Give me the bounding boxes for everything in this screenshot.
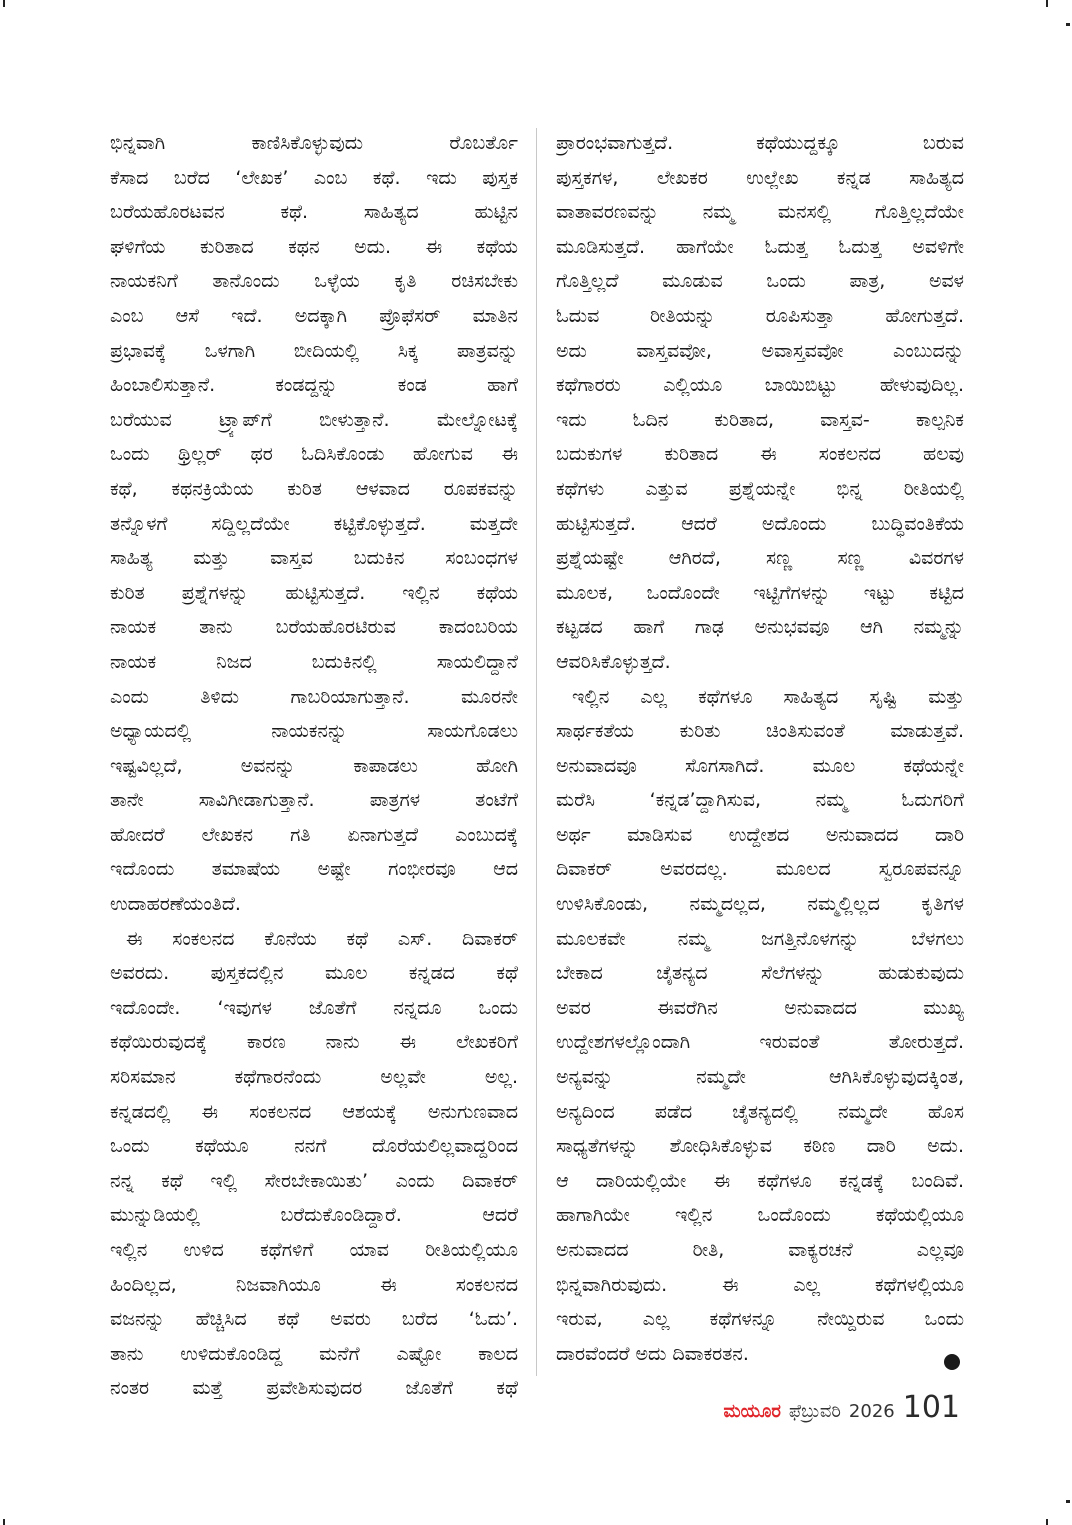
text-line: ಇದೊಂದೇ. ‘ಇವುಗಳ ಜೊತೆಗೆ ನನ್ನದೂ ಒಂದು xyxy=(110,996,518,1019)
text-line: ಕಟ್ಟಡದ ಹಾಗೆ ಗಾಢ ಅನುಭವವೂ ಆಗಿ ನಮ್ಮನ್ನು xyxy=(556,616,964,639)
text-line: ನಾಯಕನಿಗೆ ತಾನೊಂದು ಒಳ್ಳೆಯ ಕೃತಿ ರಚಿಸಬೇಕು xyxy=(110,270,518,293)
text-line: ಇದು ಓದಿನ ಕುರಿತಾದ, ವಾಸ್ತವ- ಕಾಲ್ಪನಿಕ xyxy=(556,408,964,431)
text-line: ಬರೆಯಹೊರಟವನ ಕಥೆ. ಸಾಹಿತ್ಯದ ಹುಟ್ಟಿನ xyxy=(110,201,518,224)
text-line: ಎಂಬ ಆಸೆ ಇದೆ. ಅದಕ್ಕಾಗಿ ಪ್ರೊಫೆಸರ್ ಮಾತಿನ xyxy=(110,304,518,327)
text-line: ಬೇಕಾದ ಚೈತನ್ಯದ ಸೆಲೆಗಳನ್ನು ಹುಡುಕುವುದು xyxy=(556,962,964,985)
text-line: ಭಿನ್ನವಾಗಿ ಕಾಣಿಸಿಕೊಳ್ಳುವುದು ರೊಬರ್ತೊ xyxy=(110,132,518,154)
crop-mark-top-left xyxy=(3,0,5,7)
text-line: ಬದುಕುಗಳ ಕುರಿತಾದ ಈ ಸಂಕಲನದ ಹಲವು xyxy=(556,443,964,466)
text-line: ಉಳಿಸಿಕೊಂಡು, ನಮ್ಮದಲ್ಲದ, ನಮ್ಮಲ್ಲಿಲ್ಲದ ಕೃತಿಗಳ xyxy=(556,893,964,916)
text-line: ಉದ್ದೇಶಗಳಲ್ಲೊಂದಾಗಿ ಇರುವಂತೆ ತೋರುತ್ತದೆ. xyxy=(556,1031,964,1054)
text-line: ಅಧ್ಯಾಯದಲ್ಲಿ ನಾಯಕನನ್ನು ಸಾಯಗೊಡಲು xyxy=(110,720,518,743)
text-line: ಪ್ರಶ್ನೆಯಷ್ಟೇ ಆಗಿರದೆ, ಸಣ್ಣ ಸಣ್ಣ ವಿವರಗಳ xyxy=(556,547,964,570)
text-line: ಕನ್ನಡದಲ್ಲಿ ಈ ಸಂಕಲನದ ಆಶಯಕ್ಕೆ ಅನುಗುಣವಾದ xyxy=(110,1100,518,1123)
text-line: ಸಾರ್ಥಕತೆಯ ಕುರಿತು ಚಿಂತಿಸುವಂತೆ ಮಾಡುತ್ತವೆ. xyxy=(556,720,964,743)
text-line: ಅವರ ಈವರೆಗಿನ ಅನುವಾದದ ಮುಖ್ಯ xyxy=(556,996,964,1019)
text-line: ಇದೊಂದು ತಮಾಷೆಯ ಅಷ್ಟೇ ಗಂಭೀರವೂ ಆದ xyxy=(110,858,518,881)
issue-year: 2026 xyxy=(848,1401,895,1422)
text-line: ನನ್ನ ಕಥೆ ಇಲ್ಲಿ ಸೇರಬೇಕಾಯಿತು’ ಎಂದು ದಿವಾಕರ್ xyxy=(110,1169,518,1192)
text-line: ಹಾಗಾಗಿಯೇ ಇಲ್ಲಿನ ಒಂದೊಂದು ಕಥೆಯಲ್ಲಿಯೂ xyxy=(556,1204,964,1227)
text-line: ತಾನು ಉಳಿದುಕೊಂಡಿದ್ದ ಮನೆಗೆ ಎಷ್ಟೋ ಕಾಲದ xyxy=(110,1342,518,1365)
text-line: ಅನ್ಯವನ್ನು ನಮ್ಮದೇ ಆಗಿಸಿಕೊಳ್ಳುವುದಕ್ಕಿಂತ, xyxy=(556,1066,964,1089)
text-line: ದಾರವೆಂದರೆ ಅದು ದಿವಾಕರತನ. xyxy=(556,1342,749,1365)
text-line: ಸಾಹಿತ್ಯ ಮತ್ತು ವಾಸ್ತವ ಬದುಕಿನ ಸಂಬಂಧಗಳ xyxy=(110,547,518,570)
text-line: ಇಲ್ಲಿನ ಉಳಿದ ಕಥೆಗಳಿಗೆ ಯಾವ ರೀತಿಯಲ್ಲಿಯೂ xyxy=(110,1239,518,1261)
text-line: ಆವರಿಸಿಕೊಳ್ಳುತ್ತದೆ. xyxy=(556,650,671,673)
text-line: ನಾಯಕ ನಿಜದ ಬದುಕಿನಲ್ಲಿ ಸಾಯಲಿದ್ದಾನೆ xyxy=(110,650,518,673)
crop-mark-right-lower xyxy=(1066,1500,1070,1503)
right-column xyxy=(556,126,964,1371)
text-line: ತನ್ನೊಳಗೆ ಸದ್ದಿಲ್ಲದೆಯೇ ಕಟ್ಟಿಕೊಳ್ಳುತ್ತದೆ. ಮತ್ತದೇ xyxy=(110,512,518,535)
text-line: ಕಥೆಯಿರುವುದಕ್ಕೆ ಕಾರಣ ನಾನು ಈ ಲೇಖಕರಿಗೆ xyxy=(110,1031,518,1054)
text-line: ಇಷ್ಟವಿಲ್ಲದೆ, ಅವನನ್ನು ಕಾಪಾಡಲು ಹೋಗಿ xyxy=(110,754,518,777)
crop-mark-bottom-right xyxy=(1046,1519,1048,1525)
text-line: ಅನ್ಯದಿಂದ ಪಡೆದ ಚೈತನ್ಯದಲ್ಲಿ ನಮ್ಮದೇ ಹೊಸ xyxy=(556,1100,964,1123)
left-column xyxy=(110,126,518,1406)
crop-mark-top-right xyxy=(1046,0,1048,7)
text-line: ಪ್ರಭಾವಕ್ಕೆ ಒಳಗಾಗಿ ಬೀದಿಯಲ್ಲಿ ಸಿಕ್ಕ ಪಾತ್ರವನ್ನು xyxy=(110,339,518,362)
text-line: ಸರಿಸಮಾನ ಕಥೆಗಾರನೆಂದು ಅಲ್ಲವೇ ಅಲ್ಲ. xyxy=(110,1066,518,1089)
text-line: ಮುನ್ನುಡಿಯಲ್ಲಿ ಬರೆದುಕೊಂಡಿದ್ದಾರೆ. ಆದರೆ xyxy=(110,1204,518,1227)
text-line: ಓದುವ ರೀತಿಯನ್ನು ರೂಪಿಸುತ್ತಾ ಹೋಗುತ್ತದೆ. xyxy=(556,304,964,327)
text-line: ಹುಟ್ಟಿಸುತ್ತದೆ. ಆದರೆ ಅದೊಂದು ಬುದ್ಧಿವಂತಿಕೆಯ xyxy=(556,512,964,535)
text-line: ಉದಾಹರಣೆಯಂತಿದೆ. xyxy=(110,893,241,916)
text-line: ವಜನನ್ನು ಹೆಚ್ಚಿಸಿದ ಕಥೆ ಅವರು ಬರೆದ ‘ಓದು’. xyxy=(110,1308,518,1331)
text-line: ಎಂದು ತಿಳಿದು ಗಾಬರಿಯಾಗುತ್ತಾನೆ. ಮೂರನೇ xyxy=(110,685,518,708)
text-line: ಸಾಧ್ಯತೆಗಳನ್ನು ಶೋಧಿಸಿಕೊಳ್ಳುವ ಕಠಿಣ ದಾರಿ ಅದು. xyxy=(556,1135,964,1158)
text-line: ಮೂಲಕವೇ ನಮ್ಮ ಜಗತ್ತಿನೊಳಗನ್ನು ಬೆಳಗಲು xyxy=(556,927,964,950)
text-line: ಹಿಂಬಾಲಿಸುತ್ತಾನೆ. ಕಂಡದ್ದನ್ನು ಕಂಡ ಹಾಗೆ xyxy=(110,374,518,397)
end-of-article-dot-icon xyxy=(944,1354,960,1370)
text-line: ಮೂಡಿಸುತ್ತದೆ. ಹಾಗೆಯೇ ಓದುತ್ತ ಓದುತ್ತ ಅವಳಿಗೇ xyxy=(556,235,964,258)
crop-mark-right-upper xyxy=(1066,23,1070,26)
crop-mark-bottom-left xyxy=(3,1519,5,1525)
column-divider xyxy=(536,128,537,1376)
text-line: ಕೆಸಾದ ಬರೆದ ‘ಲೇಖಕ’ ಎಂಬ ಕಥೆ. ಇದು ಪುಸ್ತಕ xyxy=(110,166,518,189)
text-line: ಇರುವ, ಎಲ್ಲ ಕಥೆಗಳನ್ನೂ ನೇಯ್ದಿರುವ ಒಂದು xyxy=(556,1308,964,1331)
text-line: ಪ್ರಾರಂಭವಾಗುತ್ತದೆ. ಕಥೆಯುದ್ದಕ್ಕೂ ಬರುವ xyxy=(556,132,964,154)
paragraph-start-line: ಇಲ್ಲಿನ ಎಲ್ಲ ಕಥೆಗಳೂ ಸಾಹಿತ್ಯದ ಸೃಷ್ಟಿ ಮತ್ತು xyxy=(572,685,964,708)
text-line: ಹೋದರೆ ಲೇಖಕನ ಗತಿ ಏನಾಗುತ್ತದೆ ಎಂಬುದಕ್ಕೆ xyxy=(110,823,518,846)
text-line: ಬರೆಯುವ ಟ್ರ್ಯಾಪ್‌ಗೆ ಬೀಳುತ್ತಾನೆ. ಮೇಲ್ನೋಟಕ್ಕೆ xyxy=(110,408,518,431)
text-line: ದಿವಾಕರ್ ಅವರದಲ್ಲ. ಮೂಲದ ಸ್ವರೂಪವನ್ನೂ xyxy=(556,858,964,881)
text-line: ಘಳಿಗೆಯ ಕುರಿತಾದ ಕಥನ ಅದು. ಈ ಕಥೆಯ xyxy=(110,235,518,258)
text-line: ಭಿನ್ನವಾಗಿರುವುದು. ಈ ಎಲ್ಲ ಕಥೆಗಳಲ್ಲಿಯೂ xyxy=(556,1273,964,1296)
text-line: ಹಿಂದಿಲ್ಲದ, ನಿಜವಾಗಿಯೂ ಈ ಸಂಕಲನದ xyxy=(110,1273,518,1296)
text-line: ಒಂದು ಕಥೆಯೂ ನನಗೆ ದೊರೆಯಲಿಲ್ಲವಾದ್ದರಿಂದ xyxy=(110,1135,518,1158)
text-line: ನಾಯಕ ತಾನು ಬರೆಯಹೊರಟಿರುವ ಕಾದಂಬರಿಯ xyxy=(110,616,518,639)
magazine-logo: ಮಯೂರ xyxy=(723,1401,781,1422)
text-line: ಕುರಿತ ಪ್ರಶ್ನೆಗಳನ್ನು ಹುಟ್ಟಿಸುತ್ತದೆ. ಇಲ್ಲಿನ ಕಥೆಯ xyxy=(110,581,518,604)
text-line: ಗೊತ್ತಿಲ್ಲದೆ ಮೂಡುವ ಒಂದು ಪಾತ್ರ, ಅವಳ xyxy=(556,270,964,293)
text-line: ಮೂಲಕ, ಒಂದೊಂದೇ ಇಟ್ಟಿಗೆಗಳನ್ನು ಇಟ್ಟು ಕಟ್ಟಿದ xyxy=(556,581,964,604)
paragraph-start-line: ಈ ಸಂಕಲನದ ಕೊನೆಯ ಕಥೆ ಎಸ್. ದಿವಾಕರ್ xyxy=(126,927,518,950)
text-line: ವಾತಾವರಣವನ್ನು ನಮ್ಮ ಮನಸಲ್ಲಿ ಗೊತ್ತಿಲ್ಲದೆಯೇ xyxy=(556,201,964,224)
text-line: ಮರೆಸಿ ‘ಕನ್ನಡ’ದ್ದಾಗಿಸುವ, ನಮ್ಮ ಓದುಗರಿಗೆ xyxy=(556,789,964,812)
text-line: ಅನುವಾದವೂ ಸೊಗಸಾಗಿದೆ. ಮೂಲ ಕಥೆಯನ್ನೇ xyxy=(556,754,964,777)
text-line: ಕಥೆಗಾರರು ಎಲ್ಲಿಯೂ ಬಾಯಿಬಿಟ್ಟು ಹೇಳುವುದಿಲ್ಲ. xyxy=(556,374,964,397)
text-line: ಪುಸ್ತಕಗಳ, ಲೇಖಕರ ಉಲ್ಲೇಖ ಕನ್ನಡ ಸಾಹಿತ್ಯದ xyxy=(556,166,964,189)
page-footer xyxy=(723,1390,960,1425)
page-number: 101 xyxy=(902,1390,960,1425)
text-line: ಕಥೆ, ಕಥನಕ್ರಿಯೆಯ ಕುರಿತ ಆಳವಾದ ರೂಪಕವನ್ನು xyxy=(110,477,518,500)
text-line: ಅದು ವಾಸ್ತವವೋ, ಅವಾಸ್ತವವೋ ಎಂಬುದನ್ನು xyxy=(556,339,964,362)
text-line: ಅರ್ಥ ಮಾಡಿಸುವ ಉದ್ದೇಶದ ಅನುವಾದದ ದಾರಿ xyxy=(556,823,964,846)
text-line: ತಾನೇ ಸಾವಿಗೀಡಾಗುತ್ತಾನೆ. ಪಾತ್ರಗಳ ತಂಟೆಗೆ xyxy=(110,789,518,812)
issue-month: ಫೆಬ್ರುವರಿ xyxy=(788,1401,841,1422)
text-line: ಆ ದಾರಿಯಲ್ಲಿಯೇ ಈ ಕಥೆಗಳೂ ಕನ್ನಡಕ್ಕೆ ಬಂದಿವೆ. xyxy=(556,1169,964,1192)
text-line: ಒಂದು ಥ್ರಿಲ್ಲರ್ ಥರ ಓದಿಸಿಕೊಂಡು ಹೋಗುವ ಈ xyxy=(110,443,518,466)
text-line: ನಂತರ ಮತ್ತೆ ಪ್ರವೇಶಿಸುವುದರ ಜೊತೆಗೆ ಕಥೆ xyxy=(110,1377,518,1400)
text-line: ಅವರದು. ಪುಸ್ತಕದಲ್ಲಿನ ಮೂಲ ಕನ್ನಡದ ಕಥೆ xyxy=(110,962,518,985)
text-line: ಅನುವಾದದ ರೀತಿ, ವಾಕ್ಯರಚನೆ ಎಲ್ಲವೂ xyxy=(556,1239,964,1261)
text-line: ಕಥೆಗಳು ಎತ್ತುವ ಪ್ರಶ್ನೆಯನ್ನೇ ಭಿನ್ನ ರೀತಿಯಲ್ಲಿ xyxy=(556,477,964,500)
